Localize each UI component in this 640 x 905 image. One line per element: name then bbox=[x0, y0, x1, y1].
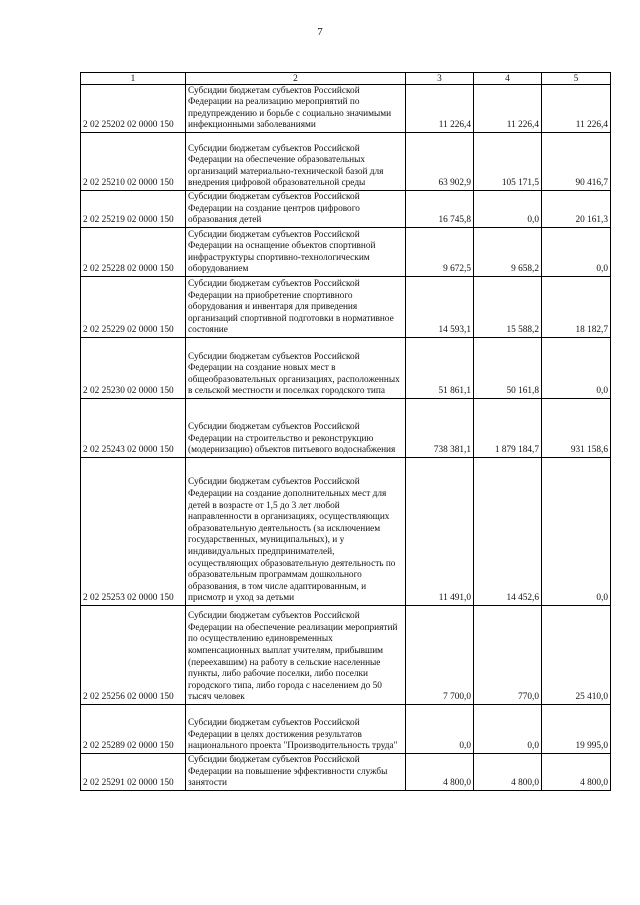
value-cell: 0,0 bbox=[474, 705, 542, 754]
value-cell: 0,0 bbox=[542, 228, 611, 277]
description-cell: Субсидии бюджетам субъектов Российской Федерации на реализацию мероприятий по предупреждению и борьбе с социально значимыми инфекционными заболеваниями bbox=[186, 85, 406, 133]
value-cell: 738 381,1 bbox=[406, 399, 474, 458]
budget-table bbox=[80, 72, 611, 791]
value-cell: 11 491,0 bbox=[406, 458, 474, 606]
value-cell: 19 995,0 bbox=[542, 705, 611, 754]
value-cell: 931 158,6 bbox=[542, 399, 611, 458]
table-row bbox=[81, 228, 611, 277]
value-cell: 16 745,8 bbox=[406, 191, 474, 228]
description-cell: Субсидии бюджетам субъектов Российской Федерации на строительство и реконструкцию (модернизацию) объектов питьевого водоснабжения bbox=[186, 399, 406, 458]
budget-code-cell: 2 02 25229 02 0000 150 bbox=[81, 277, 186, 338]
column-header: 3 bbox=[406, 73, 474, 85]
value-cell: 4 800,0 bbox=[474, 754, 542, 791]
table-row bbox=[81, 338, 611, 399]
value-cell: 0,0 bbox=[474, 191, 542, 228]
description-cell: Субсидии бюджетам субъектов Российской Федерации в целях достижения результатов национального проекта "Производительность труда" bbox=[186, 705, 406, 754]
budget-code-cell: 2 02 25210 02 0000 150 bbox=[81, 133, 186, 191]
column-header: 4 bbox=[474, 73, 542, 85]
value-cell: 1 879 184,7 bbox=[474, 399, 542, 458]
budget-code-cell: 2 02 25202 02 0000 150 bbox=[81, 85, 186, 133]
description-cell: Субсидии бюджетам субъектов Российской Федерации на создание дополнительных мест для детей в возрасте от 1,5 до 3 лет любой направленности в организациях, осуществляющих образовательную деятельность (за исключением государственных, муниципальных), и у индивидуальных предпринимателей, осуществляющих образовательную деятельность по образовательным программам дошкольного образования, в том числе адаптированным, и присмотр и уход за детьми bbox=[186, 458, 406, 606]
table-row bbox=[81, 705, 611, 754]
value-cell: 105 171,5 bbox=[474, 133, 542, 191]
table-row bbox=[81, 191, 611, 228]
value-cell: 4 800,0 bbox=[542, 754, 611, 791]
table-row bbox=[81, 754, 611, 791]
value-cell: 18 182,7 bbox=[542, 277, 611, 338]
budget-code-cell: 2 02 25253 02 0000 150 bbox=[81, 458, 186, 606]
column-header: 1 bbox=[81, 73, 186, 85]
description-cell: Субсидии бюджетам субъектов Российской Федерации на создание новых мест в общеобразовательных организациях, расположенных в сельской местности и поселках городского типа bbox=[186, 338, 406, 399]
table-row bbox=[81, 458, 611, 606]
table-row bbox=[81, 606, 611, 705]
value-cell: 0,0 bbox=[542, 338, 611, 399]
table-row bbox=[81, 277, 611, 338]
value-cell: 11 226,4 bbox=[474, 85, 542, 133]
table-row bbox=[81, 133, 611, 191]
budget-code-cell: 2 02 25219 02 0000 150 bbox=[81, 191, 186, 228]
value-cell: 11 226,4 bbox=[542, 85, 611, 133]
description-cell: Субсидии бюджетам субъектов Российской Федерации на обеспечение реализации мероприятий по осуществлению единовременных компенсационных выплат учителям, прибывшим (переехавшим) на работу в сельские населенные пункты, либо рабочие поселки, либо поселки городского типа, либо города с населением до 50 тысяч человек bbox=[186, 606, 406, 705]
description-cell: Субсидии бюджетам субъектов Российской Федерации на приобретение спортивного оборудования и инвентаря для приведения организаций спортивной подготовки в нормативное состояние bbox=[186, 277, 406, 338]
value-cell: 25 410,0 bbox=[542, 606, 611, 705]
budget-code-cell: 2 02 25289 02 0000 150 bbox=[81, 705, 186, 754]
value-cell: 51 861,1 bbox=[406, 338, 474, 399]
value-cell: 4 800,0 bbox=[406, 754, 474, 791]
description-cell: Субсидии бюджетам субъектов Российской Федерации на обеспечение образовательных организаций материально-технической базой для внедрения цифровой образовательной среды bbox=[186, 133, 406, 191]
table-row bbox=[81, 85, 611, 133]
value-cell: 14 452,6 bbox=[474, 458, 542, 606]
column-header: 5 bbox=[542, 73, 611, 85]
value-cell: 50 161,8 bbox=[474, 338, 542, 399]
value-cell: 14 593,1 bbox=[406, 277, 474, 338]
value-cell: 15 588,2 bbox=[474, 277, 542, 338]
value-cell: 9 672,5 bbox=[406, 228, 474, 277]
column-header: 2 bbox=[186, 73, 406, 85]
budget-code-cell: 2 02 25256 02 0000 150 bbox=[81, 606, 186, 705]
value-cell: 63 902,9 bbox=[406, 133, 474, 191]
value-cell: 11 226,4 bbox=[406, 85, 474, 133]
value-cell: 90 416,7 bbox=[542, 133, 611, 191]
table-row bbox=[81, 399, 611, 458]
table-header-row bbox=[81, 73, 611, 85]
page-number: 7 bbox=[317, 26, 323, 38]
description-cell: Субсидии бюджетам субъектов Российской Федерации на создание центров цифрового образования детей bbox=[186, 191, 406, 228]
budget-code-cell: 2 02 25228 02 0000 150 bbox=[81, 228, 186, 277]
description-cell: Субсидии бюджетам субъектов Российской Федерации на повышение эффективности службы занятости bbox=[186, 754, 406, 791]
value-cell: 20 161,3 bbox=[542, 191, 611, 228]
budget-code-cell: 2 02 25291 02 0000 150 bbox=[81, 754, 186, 791]
value-cell: 7 700,0 bbox=[406, 606, 474, 705]
value-cell: 9 658,2 bbox=[474, 228, 542, 277]
value-cell: 770,0 bbox=[474, 606, 542, 705]
budget-code-cell: 2 02 25230 02 0000 150 bbox=[81, 338, 186, 399]
budget-code-cell: 2 02 25243 02 0000 150 bbox=[81, 399, 186, 458]
value-cell: 0,0 bbox=[406, 705, 474, 754]
description-cell: Субсидии бюджетам субъектов Российской Федерации на оснащение объектов спортивной инфраструктуры спортивно-технологическим оборудованием bbox=[186, 228, 406, 277]
value-cell: 0,0 bbox=[542, 458, 611, 606]
